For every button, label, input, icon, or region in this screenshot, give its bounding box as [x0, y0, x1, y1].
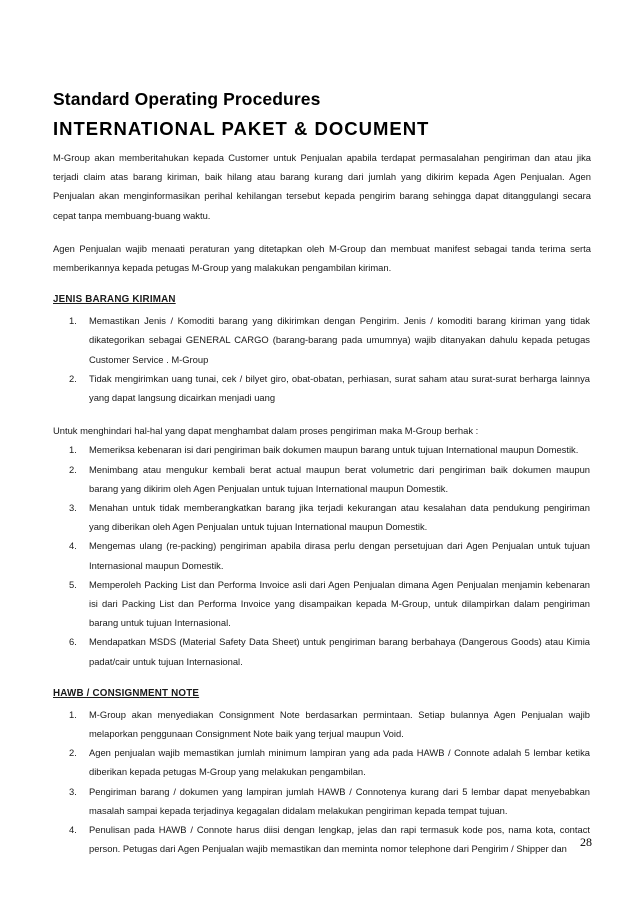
list-item [53, 575, 591, 633]
hawb-list [53, 705, 591, 859]
list-item [53, 311, 591, 369]
list-item-number: 2. [69, 747, 77, 759]
list-item-number: 4. [69, 824, 77, 836]
list-item-text: Agen penjualan wajib memastikan jumlah minimum lampiran yang ada pada HAWB / Connote adalah 5 lembar ketika diberikan kepada petugas M-Group yang melakukan pengambilan. [89, 747, 590, 778]
list-item-text: Pengiriman barang / dokumen yang lampiran jumlah HAWB / Connotenya kurang dari 5 lembar dapat menyebabkan masalah sampai kepada terjadinya kegagalan didalam melakukan pengiriman kepada tempat tujuan. [89, 785, 590, 816]
list-item-text: Penulisan pada HAWB / Connote harus diisi dengan lengkap, jelas dan rapi termasuk kode pos, nama kota, contact person. Petugas dari Agen Penjualan wajib memastikan dan meminta nomor telephone dari Pengirim / Shipper dan [89, 824, 590, 855]
list-item [53, 536, 591, 574]
list-item-text: Memeriksa kebenaran isi dari pengiriman baik dokumen maupun barang untuk tujuan International maupun Domestik. [89, 444, 579, 456]
list-item-number: 2. [69, 463, 77, 475]
list-item [53, 369, 591, 407]
section-heading-hawb: HAWB / CONSIGNMENT NOTE [53, 687, 200, 699]
list-item-number: 6. [69, 636, 77, 648]
list-item [53, 498, 591, 536]
intro-paragraph-1: M-Group akan memberitahukan kepada Customer untuk Penjualan apabila terdapat permasalahan pengiriman dan atau jika terjadi claim atas barang kiriman, baik hilang atau barang kurang dari jumlah yang dikirim kepada Agen Penjualan. Agen Penjualan akan menginformasikan perihal kehilangan tersebut kepada pengirim barang sehingga dapat ditanggulangi secara cepat tanpa membuang-buang waktu. [53, 152, 591, 221]
list-item-number: 5. [69, 578, 77, 590]
list-item-number: 1. [69, 444, 77, 456]
list-item-number: 3. [69, 785, 77, 797]
rights-intro-paragraph: Untuk menghindari hal-hal yang dapat menghambat dalam proses pengiriman maka M-Group berhak : [53, 425, 479, 437]
list-item-number: 4. [69, 540, 77, 552]
document-body [53, 88, 591, 859]
list-item-number: 1. [69, 708, 77, 720]
list-item-text: Mendapatkan MSDS (Material Safety Data Sheet) untuk pengiriman barang berbahaya (Dangerous Goods) atau Kimia padat/cair untuk tujuan Internasional. [89, 636, 590, 667]
list-item-text: M-Group akan menyediakan Consignment Note berdasarkan permintaan. Setiap bulannya Agen Penjualan wajib melaporkan penggunaan Consignment Note baik yang terjual maupun Void. [89, 708, 590, 740]
page-number: 28 [580, 835, 592, 849]
jenis-barang-list [53, 311, 591, 407]
list-item-number: 2. [69, 372, 77, 384]
list-item-text: Memastikan Jenis / Komoditi barang yang dikirimkan dengan Pengirim. Jenis / komoditi barang kiriman yang tidak dikategorikan sebagai GENERAL CARGO (barang-barang pada umumnya) wajib ditanyakan dahulu kepada petugas Customer Service . M-Group [89, 315, 590, 365]
list-item-text: Memperoleh Packing List dan Performa Invoice asli dari Agen Penjualan dimana Agen Penjualan menjamin kebenaran isi dari Packing List dan Performa Invoice yang disampaikan kepada M-Group, untuk dilampirkan dalam pengiriman barang untuk tujuan Internasional. [89, 578, 590, 629]
list-item-text: Menimbang atau mengukur kembali berat actual maupun berat volumetric dari pengiriman baik dokumen maupun barang yang dikirim oleh Agen Penjualan untuk tujuan International maupun Domestik. [89, 463, 590, 494]
list-item [53, 820, 591, 858]
section-heading-jenis-barang: JENIS BARANG KIRIMAN [53, 294, 176, 306]
list-item-text: Mengemas ulang (re-packing) pengiriman apabila dirasa perlu dengan persetujuan dari Agen Penjualan untuk tujuan Internasional maupun Domestik. [89, 540, 590, 571]
rights-list [53, 440, 591, 670]
list-item-number: 1. [69, 315, 77, 327]
intro-paragraph-2: Agen Penjualan wajib menaati peraturan yang ditetapkan oleh M-Group dan membuat manifest sebagai tanda terima serta memberikannya kepada petugas M-Group yang malakukan pengambilan kiriman. [53, 242, 591, 274]
list-item-text: Tidak mengirimkan uang tunai, cek / bilyet giro, obat-obatan, perhiasan, surat saham atau surat-surat berharga lainnya yang dapat langsung dicairkan menjadi uang [89, 372, 590, 404]
list-item-number: 3. [69, 502, 77, 514]
document-subtitle: INTERNATIONAL PAKET & DOCUMENT [53, 118, 430, 139]
list-item-text: Menahan untuk tidak memberangkatkan barang jika terjadi kekurangan atau kesalahan data pendukung pengiriman yang diberikan oleh Agen Penjualan untuk tujuan International maupun Domestik. [89, 502, 590, 533]
list-item [53, 632, 591, 670]
list-item [53, 743, 591, 781]
list-item [53, 705, 591, 743]
list-item [53, 460, 591, 498]
list-item [53, 782, 591, 820]
document-title: Standard Operating Procedures [53, 89, 321, 109]
list-item [53, 440, 591, 459]
